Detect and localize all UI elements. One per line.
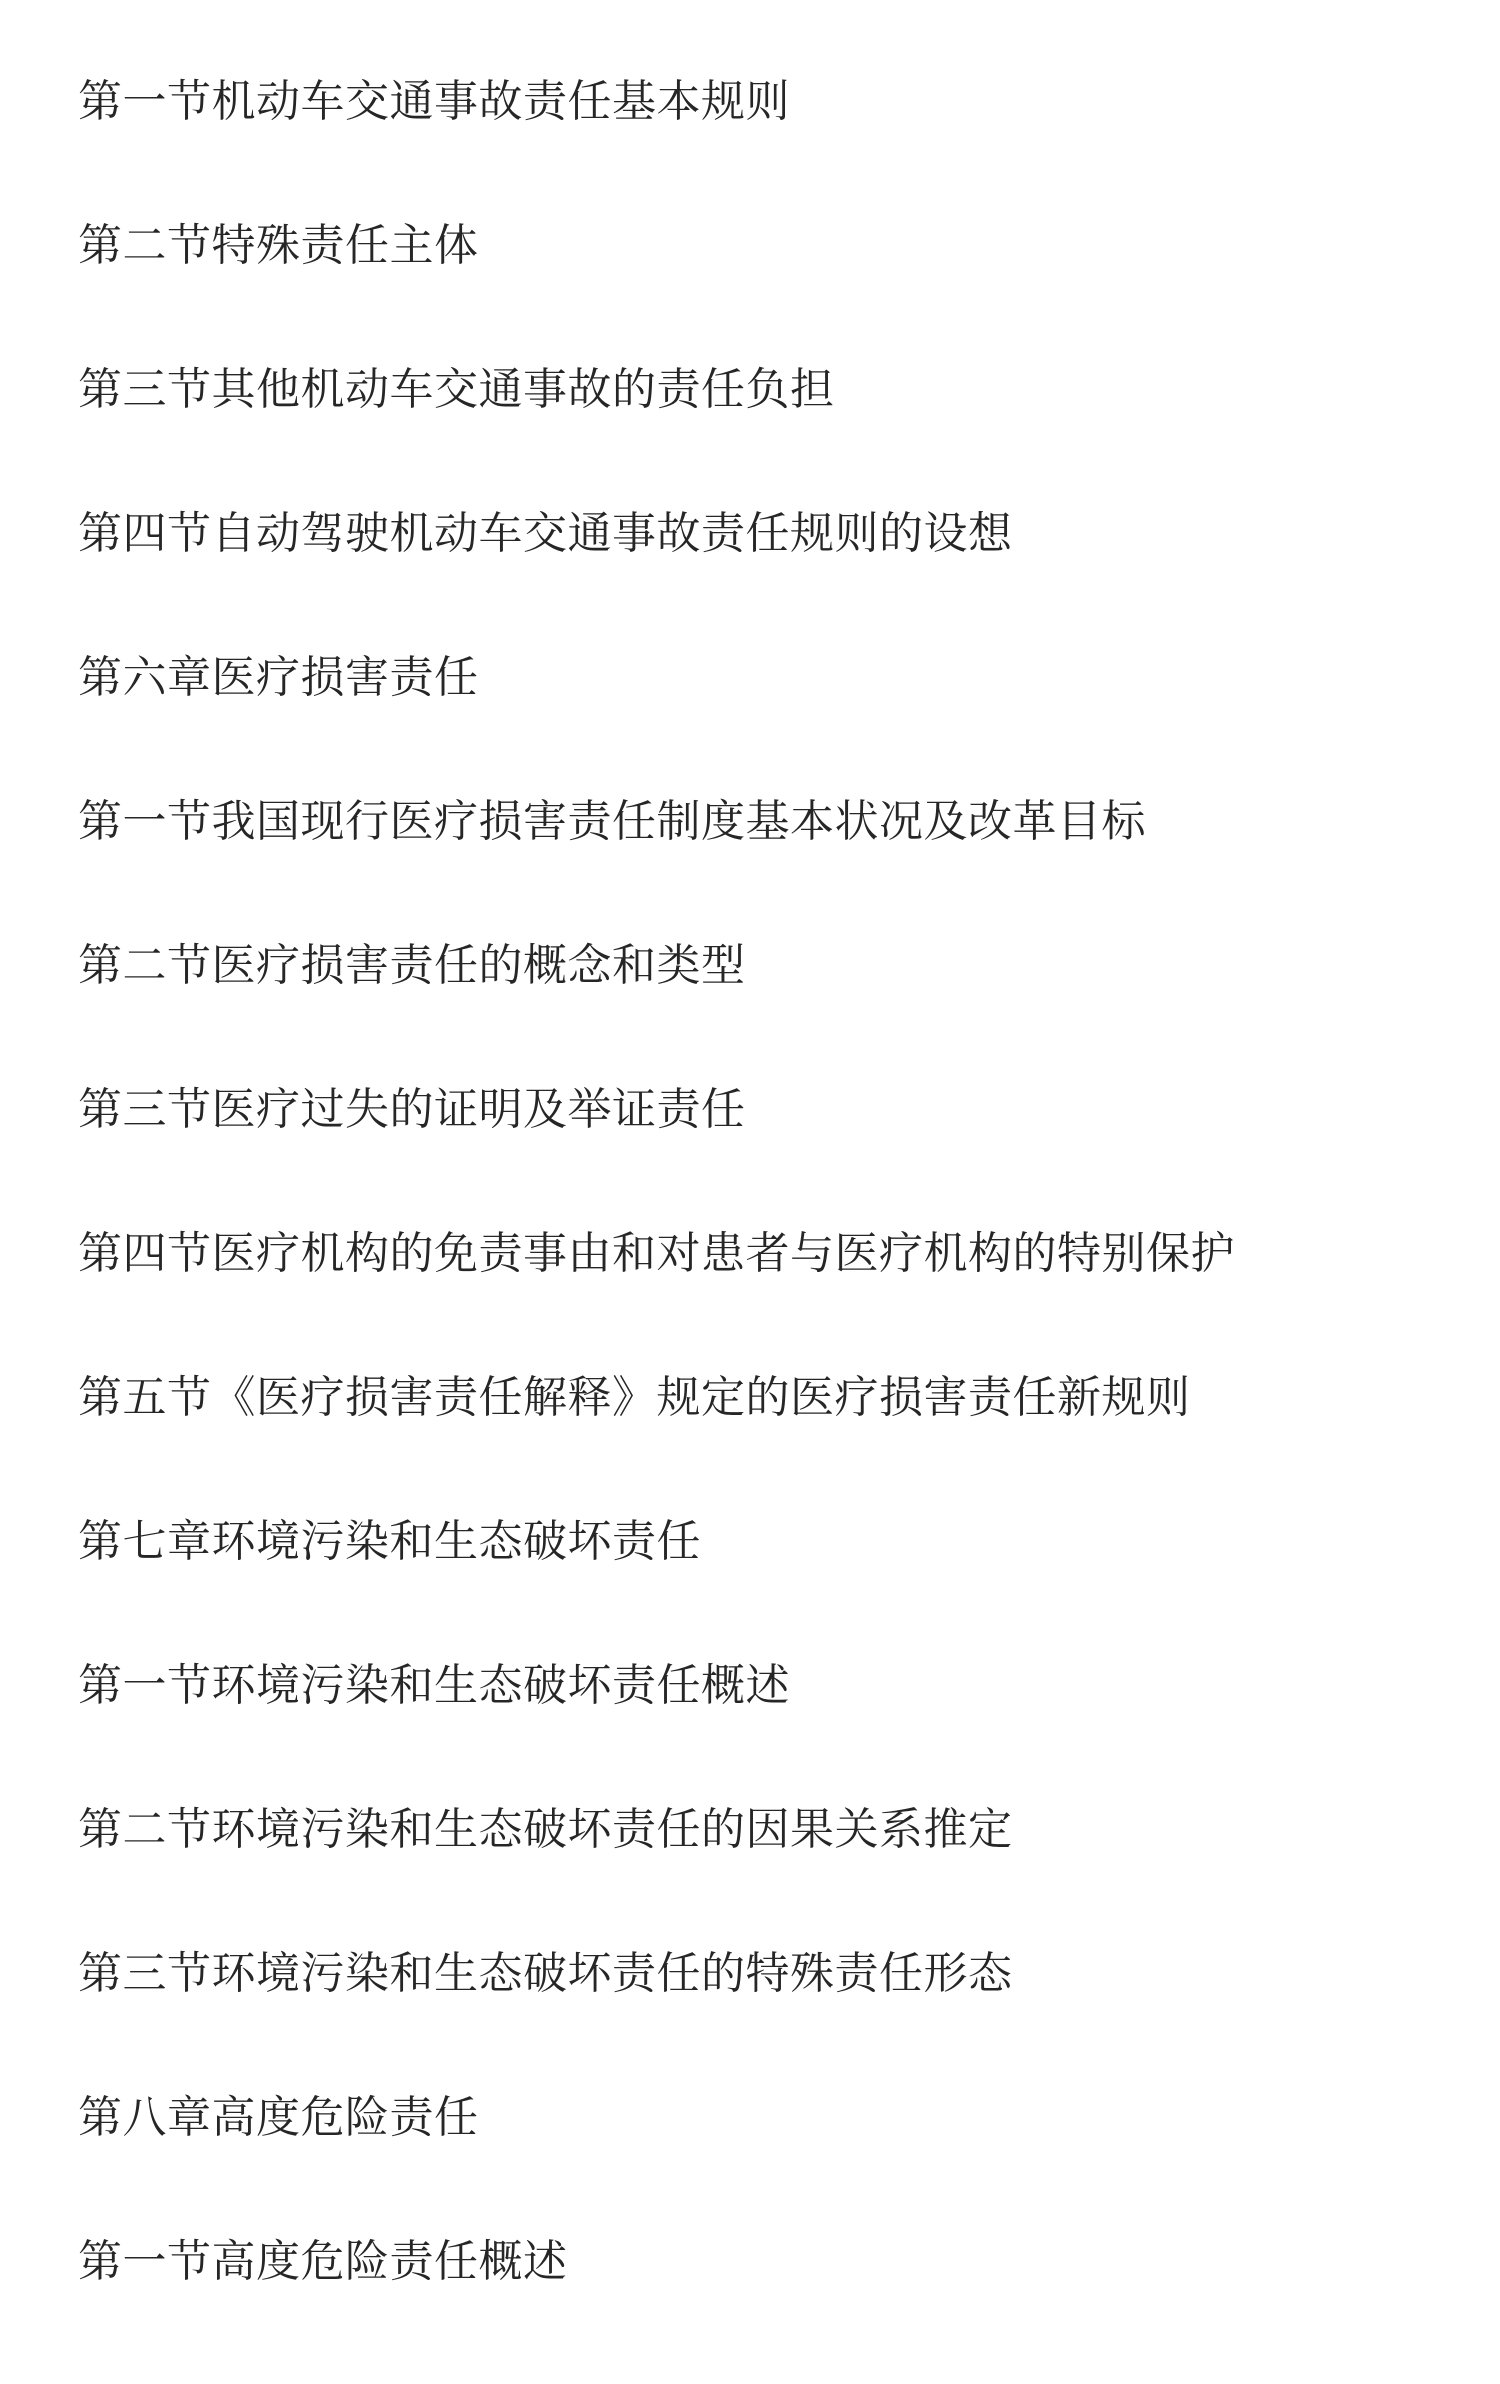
toc-item: 第四节医疗机构的免责事由和对患者与医疗机构的特别保护 [78, 1228, 1235, 1279]
toc-item: 第三节环境污染和生态破坏责任的特殊责任形态 [78, 1948, 1013, 1999]
toc-item: 第一节机动车交通事故责任基本规则 [78, 76, 790, 127]
toc-chapter-heading: 第八章高度危险责任 [78, 2092, 479, 2143]
toc-item: 第二节环境污染和生态破坏责任的因果关系推定 [78, 1804, 1013, 1855]
toc-item: 第一节环境污染和生态破坏责任概述 [78, 1660, 790, 1711]
toc-item: 第二节医疗损害责任的概念和类型 [78, 940, 746, 991]
toc-item: 第一节我国现行医疗损害责任制度基本状况及改革目标 [78, 796, 1146, 847]
table-of-contents [78, 76, 1458, 2384]
toc-chapter-heading: 第七章环境污染和生态破坏责任 [78, 1516, 701, 1567]
toc-item: 第四节自动驾驶机动车交通事故责任规则的设想 [78, 508, 1013, 559]
toc-item: 第二节特殊责任主体 [78, 220, 479, 271]
toc-item: 第三节其他机动车交通事故的责任负担 [78, 364, 835, 415]
toc-item: 第一节高度危险责任概述 [78, 2236, 568, 2287]
toc-item: 第五节《医疗损害责任解释》规定的医疗损害责任新规则 [78, 1372, 1191, 1423]
toc-chapter-heading: 第六章医疗损害责任 [78, 652, 479, 703]
toc-item: 第三节医疗过失的证明及举证责任 [78, 1084, 746, 1135]
